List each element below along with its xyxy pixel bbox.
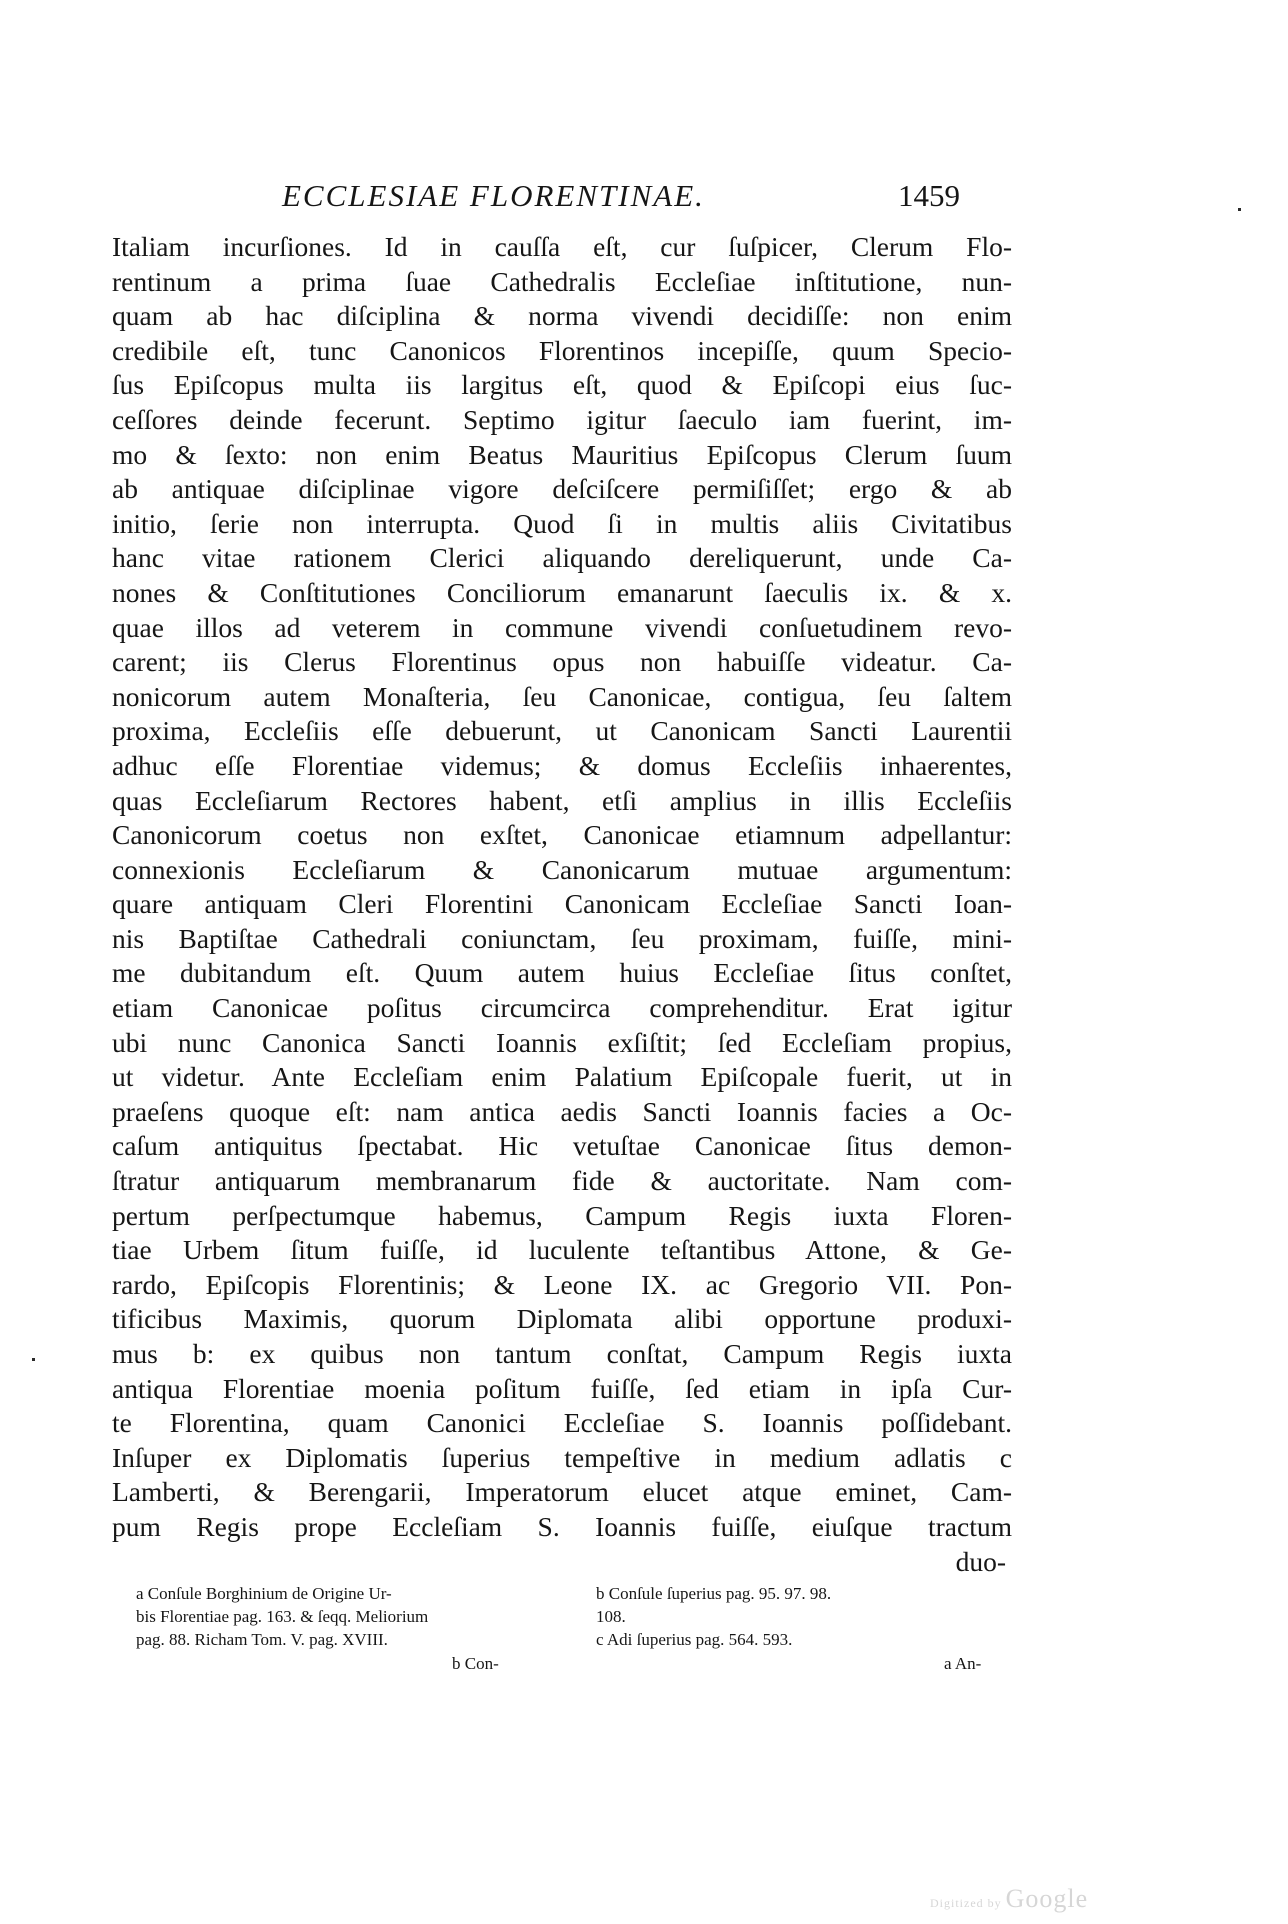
watermark-prefix: Digitized by	[930, 1896, 1002, 1910]
body-text	[112, 230, 1012, 1579]
text-line: nonicorum autem Monaſteria, ſeu Canonicae, contigua, ſeu ſaltem	[112, 680, 1012, 712]
page-number: 1459	[898, 178, 960, 213]
text-line: Italiam incurſiones. Id in cauſſa eſt, cur ſuſpicer, Clerum Flo-	[112, 231, 1012, 262]
footnote-catchword-left: b Con-	[452, 1654, 499, 1673]
text-line: te Florentina, quam Canonici Eccleſiae S. Ioannis poſſidebant.	[112, 1407, 1012, 1439]
text-line: ubi nunc Canonica Sancti Ioannis exſiſtit; ſed Eccleſiam propius,	[112, 1026, 1012, 1058]
running-title: ECCLESIAE FLORENTINAE.	[282, 178, 705, 213]
text-line: nis Baptiſtae Cathedrali coniunctam, ſeu proximam, fuiſſe, mini-	[112, 922, 1012, 954]
text-line: Inſuper ex Diplomatis ſuperius tempeſtive in medium adlatis c	[112, 1441, 1012, 1473]
footnote-line: b Conſule ſuperius pag. 95. 97. 98.	[596, 1584, 832, 1603]
text-line: adhuc eſſe Florentiae videmus; & domus Eccleſiis inhaerentes,	[112, 749, 1012, 781]
catchword: duo-	[955, 1545, 1006, 1577]
text-line: tiae Urbem ſitum fuiſſe, id luculente teſtantibus Attone, & Ge-	[112, 1234, 1012, 1266]
text-line: pertum perſpectumque habemus, Campum Regis iuxta Floren-	[112, 1199, 1012, 1231]
footnote-catchword-right: a An-	[944, 1654, 982, 1673]
text-line: connexionis Eccleſiarum & Canonicarum mutuae argumentum:	[112, 853, 1012, 885]
text-line: quare antiquam Cleri Florentini Canonicam Eccleſiae Sancti Ioan-	[112, 888, 1012, 920]
text-line: me dubitandum eſt. Quum autem huius Eccleſiae ſitus conſtet,	[112, 957, 1012, 989]
text-line: proxima, Eccleſiis eſſe debuerunt, ut Canonicam Sancti Laurentii	[112, 715, 1012, 747]
page-header	[108, 178, 1008, 222]
text-line: Lamberti, & Berengarii, Imperatorum elucet atque eminet, Cam-	[112, 1476, 1012, 1508]
scan-speck	[32, 1358, 35, 1361]
text-line: quae illos ad veterem in commune vivendi conſuetudinem revo-	[112, 611, 1012, 643]
footnote-right-column	[596, 1582, 1016, 1651]
footnote-line: a Conſule Borghinium de Origine Ur-	[136, 1584, 392, 1603]
text-line: tificibus Maximis, quorum Diplomata alibi opportune produxi-	[112, 1303, 1012, 1335]
footnote-left-column	[136, 1582, 576, 1651]
text-line: ab antiquae diſciplinae vigore deſciſcere permiſiſſet; ergo & ab	[112, 473, 1012, 505]
text-line: Canonicorum coetus non exſtet, Canonicae etiamnum adpellantur:	[112, 819, 1012, 851]
text-line: mo & ſexto: non enim Beatus Mauritius Epiſcopus Clerum ſuum	[112, 438, 1012, 470]
digitization-watermark	[930, 1884, 1088, 1914]
text-line: nones & Conſtitutiones Conciliorum emanarunt ſaeculis ix. & x.	[112, 576, 1012, 608]
text-line: rentinum a prima ſuae Cathedralis Eccleſiae inſtitutione, nun-	[112, 265, 1012, 297]
scan-speck	[1238, 208, 1241, 211]
footnotes	[112, 1582, 1012, 1682]
text-line: antiqua Florentiae moenia poſitum fuiſſe, ſed etiam in ipſa Cur-	[112, 1372, 1012, 1404]
text-line: quam ab hac diſciplina & norma vivendi decidiſſe: non enim	[112, 300, 1012, 332]
text-line: etiam Canonicae poſitus circumcirca comprehenditur. Erat igitur	[112, 992, 1012, 1024]
text-line: rardo, Epiſcopis Florentinis; & Leone IX. ac Gregorio VII. Pon-	[112, 1268, 1012, 1300]
text-line: quas Eccleſiarum Rectores habent, etſi amplius in illis Eccleſiis	[112, 784, 1012, 816]
footnote-line: pag. 88. Richam Tom. V. pag. XVIII.	[136, 1630, 388, 1649]
text-line: credibile eſt, tunc Canonicos Florentinos incepiſſe, quum Specio-	[112, 334, 1012, 366]
text-line: praeſens quoque eſt: nam antica aedis Sancti Ioannis facies a Oc-	[112, 1095, 1012, 1127]
text-line: mus b: ex quibus non tantum conſtat, Campum Regis iuxta	[112, 1338, 1012, 1369]
text-line: initio, ſerie non interrupta. Quod ſi in multis aliis Civitatibus	[112, 507, 1012, 539]
footnote-line: c Adi ſuperius pag. 564. 593.	[596, 1630, 793, 1649]
footnote-line: bis Florentiae pag. 163. & ſeqq. Meliorium	[136, 1607, 429, 1626]
text-line: ſus Epiſcopus multa iis largitus eſt, quod & Epiſcopi eius ſuc-	[112, 369, 1012, 401]
text-line: carent; iis Clerus Florentinus opus non habuiſſe videatur. Ca-	[112, 646, 1012, 678]
text-line: caſum antiquitus ſpectabat. Hic vetuſtae Canonicae ſitus demon-	[112, 1130, 1012, 1162]
watermark-brand: Google	[1005, 1884, 1089, 1913]
text-line: pum Regis prope Eccleſiam S. Ioannis fuiſſe, eiuſque tractum	[112, 1510, 1012, 1542]
footnote-line: 108.	[596, 1607, 626, 1626]
text-line: ut videtur. Ante Eccleſiam enim Palatium Epiſcopale fuerit, ut in	[112, 1061, 1012, 1093]
text-line: ceſſores deinde fecerunt. Septimo igitur ſaeculo iam fuerint, im-	[112, 403, 1012, 435]
text-line: hanc vitae rationem Clerici aliquando dereliquerunt, unde Ca-	[112, 542, 1012, 574]
text-line: ſtratur antiquarum membranarum fide & auctoritate. Nam com-	[112, 1165, 1012, 1197]
